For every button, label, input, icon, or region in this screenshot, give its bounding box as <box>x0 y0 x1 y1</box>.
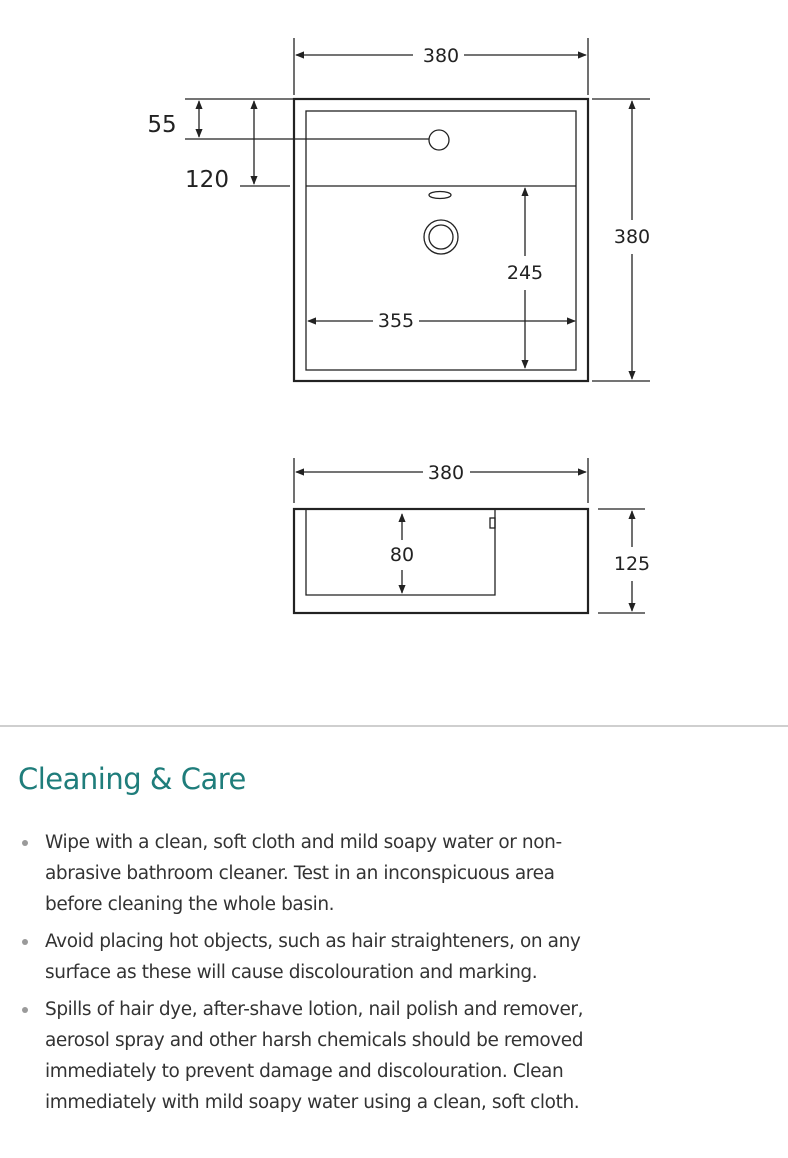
tap-hole <box>429 130 449 150</box>
list-item <box>20 926 660 988</box>
bowl-depth-label: 245 <box>506 262 544 284</box>
bullet-icon <box>22 1007 28 1013</box>
list-item-text: abrasive bathroom cleaner. Test in an inconspicuous area <box>45 863 555 884</box>
section-title: Cleaning & Care <box>18 762 246 796</box>
overflow <box>429 192 451 199</box>
basin-outline <box>294 99 588 381</box>
bowl-height-label: 80 <box>389 544 415 566</box>
list-item-text: aerosol spray and other harsh chemicals should be removed <box>45 1030 584 1051</box>
list-item-text: immediately with mild soapy water using a clean, soft cloth. <box>45 1092 580 1113</box>
bowl-width-label: 355 <box>377 310 415 332</box>
waste-inner <box>429 225 453 249</box>
bullet-icon <box>22 939 28 945</box>
section-divider <box>0 725 788 727</box>
list-item-text: Wipe with a clean, soft cloth and mild soapy water or non- <box>45 832 562 853</box>
top-width-label: 380 <box>422 45 460 67</box>
side-view <box>294 458 650 613</box>
bullet-icon <box>22 840 28 846</box>
side-height-label: 125 <box>613 553 651 575</box>
list-item-text: surface as these will cause discolouration and marking. <box>45 962 538 983</box>
top-depth-label: 380 <box>613 226 651 248</box>
list-item-text: before cleaning the whole basin. <box>45 894 335 915</box>
overflow-slot <box>490 518 495 528</box>
list-item <box>20 994 660 1118</box>
list-item-text: immediately to prevent damage and discolouration. Clean <box>45 1061 564 1082</box>
side-width-label: 380 <box>427 462 465 484</box>
tap-offset-label: 55 <box>147 112 177 138</box>
side-outline <box>294 509 588 613</box>
list-item <box>20 827 660 920</box>
deck-depth-label: 120 <box>185 167 229 193</box>
top-view <box>147 38 650 381</box>
care-list <box>20 827 660 1124</box>
list-item-text: Spills of hair dye, after-shave lotion, nail polish and remover, <box>45 999 584 1020</box>
list-item-text: Avoid placing hot objects, such as hair straighteners, on any <box>45 931 581 952</box>
